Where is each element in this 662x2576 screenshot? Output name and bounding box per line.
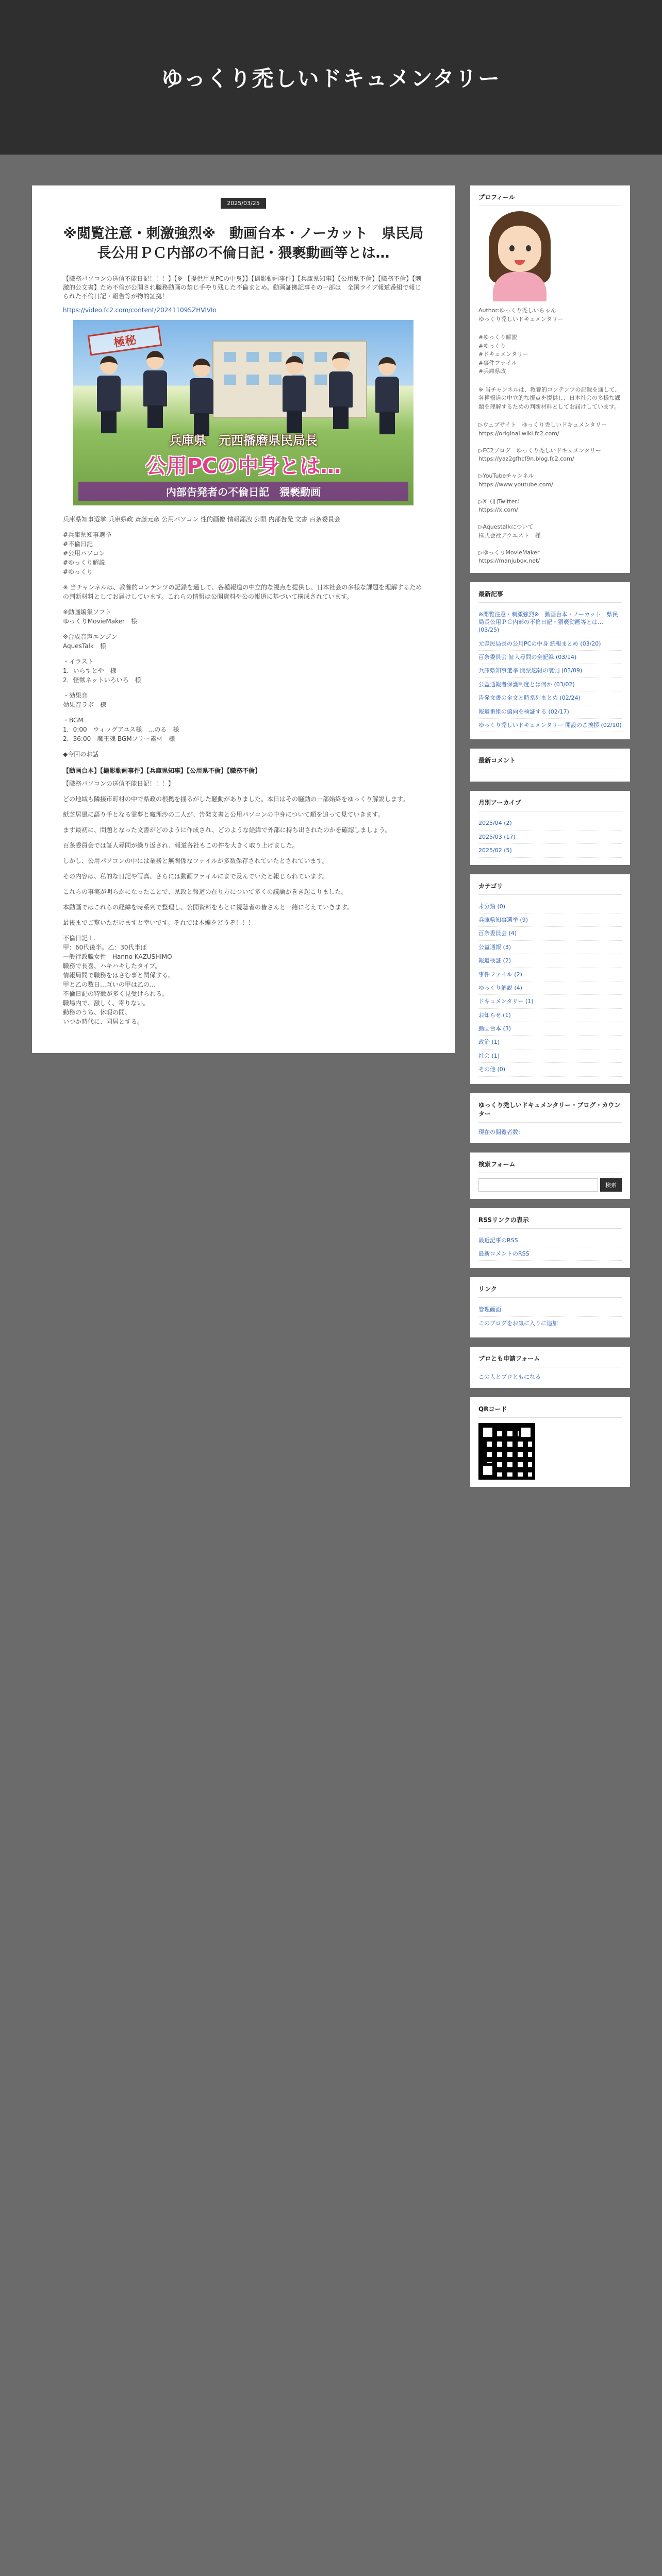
widget-title: 月別アーカイブ: [478, 798, 622, 811]
thumbnail-caption-bottom: 内部告発者の不倫日記 猥褻動画: [78, 482, 408, 501]
widget-title: ゆっくり禿しいドキュメンタリー・ブログ・カウンター: [478, 1100, 622, 1123]
script-paragraph: 【職務パソコンの送信不能日記！！！】: [63, 779, 174, 787]
article-title[interactable]: ※閲覧注意・刺激強烈※ 動画台本・ノーカット 県民局長公用ＰＣ内部の不倫日記・猥褻動画等とは…: [63, 226, 424, 261]
recent-post-link[interactable]: 告発文書の全文と時系列まとめ (02/24): [478, 691, 622, 705]
script-paragraph: 最後までご覧いただけますと幸いです。それでは本編をどうぞ！！！: [63, 919, 255, 926]
archive-link[interactable]: 2025/03 (17): [478, 831, 622, 844]
script-paragraph: しかし、公用パソコンの中には業務と無関係なファイルが多数保存されていたとされています。: [63, 857, 328, 865]
recent-post-link[interactable]: ※閲覧注意・刺激強烈※ 動画台本・ノーカット 県民局長公用ＰＣ内部の不倫日記・猥褻動画等とは… (03/25): [478, 608, 622, 637]
diary-notes: 不倫日記１. 甲：60代後半。乙：30代半ば 一般行政職女性 Hanno KAZUSHIMO 職務で長喜、ハキハキしたタイプ。 情報局間で職務をはさむ事と関係する。 甲と乙の数日…互いの甲は乙の… 不倫日記の特徴が多く見受けられる。 職場内で、激しく、寄りない。 勤務のうち、休暇の間、 いつか時代に、同居とする。: [63, 934, 175, 1025]
widget-title: 検索フォーム: [478, 1160, 622, 1173]
category-link[interactable]: お知らせ (1): [478, 1009, 622, 1022]
person-illustration: [94, 356, 123, 433]
friend-request-widget: [470, 1347, 630, 1388]
category-link[interactable]: その他 (0): [478, 1063, 622, 1076]
article-paragraph: 兵庫県知事選挙 兵庫県政 斎藤元彦 公用パソコン 性的画像 情報漏洩 公開 内部告発 文書 百条委員会: [63, 515, 341, 523]
article-paragraph: ・BGM 1．0:00 ウィッグアユス様 …のる 様 2．36:00 魔王魂 BGMフリー素材 様: [63, 716, 179, 742]
friend-request-link[interactable]: この人とブロともになる: [478, 1374, 541, 1381]
category-link[interactable]: 事件ファイル (2): [478, 968, 622, 981]
search-input[interactable]: [478, 1178, 598, 1192]
person-illustration: [326, 352, 355, 429]
recent-post-link[interactable]: 兵庫県知事選挙 開票速報の裏側 (03/09): [478, 664, 622, 677]
widget-title: カテゴリ: [478, 882, 622, 895]
article-paragraph: ※動画編集ソフト ゆっくりMovieMaker 様: [63, 608, 137, 625]
article-paragraph: ※ 当チャンネルは、教養的コンテンツの記録を通して、各種報道の中立的な視点を提供し、日本社会の多様な課題を理解するための判断材料としてお届けしています。これらの情報は公開資料や公の報道に基づいて構成されています。: [63, 583, 422, 600]
search-widget: [470, 1153, 630, 1199]
recent-post-link[interactable]: 公益通報者保護制度とは何か (03/02): [478, 678, 622, 691]
person-illustration: [279, 356, 308, 433]
script-paragraph: まず最初に、問題となった文書がどのように作成され、どのような経緯で外部に持ち出されたのかを確認しましょう。: [63, 826, 391, 834]
script-paragraph: 本動画ではこれらの経緯を時系列で整理し、公開資料をもとに視聴者の皆さんと一緒に考えていきます。: [63, 903, 354, 911]
archive-link[interactable]: 2025/02 (5): [478, 844, 622, 857]
widget-title: RSSリンクの表示: [478, 1215, 622, 1229]
secret-stamp: 極秘: [88, 325, 162, 355]
recent-post-link[interactable]: ゆっくり禿しいドキュメンタリー 開設のご挨拶 (02/10): [478, 719, 622, 732]
widget-title: 最新記事: [478, 589, 622, 603]
site-header: [0, 0, 662, 155]
category-link[interactable]: ドキュメンタリー (1): [478, 995, 622, 1008]
thumbnail-caption-top: 兵庫県 元西播磨県民局長: [169, 433, 318, 448]
category-link[interactable]: 公益通報 (3): [478, 941, 622, 954]
widget-title: プロフィール: [478, 193, 622, 206]
category-widget: [470, 874, 630, 1084]
video-link[interactable]: https://video.fc2.com/content/20241109SZHVlVIn: [63, 306, 217, 314]
qr-code: [478, 1423, 535, 1480]
archive-link[interactable]: 2025/04 (2): [478, 817, 622, 830]
rss-link[interactable]: 最近記事のRSS: [478, 1234, 622, 1247]
site-title[interactable]: ゆっくり禿しいドキュメンタリー: [161, 66, 501, 91]
admin-link[interactable]: 管理画面: [478, 1303, 622, 1316]
script-heading: 【動画台本】【撮影動画事件】【兵庫県知事】【公用県不倫】【職務不倫】: [63, 767, 261, 774]
person-illustration: [372, 357, 401, 434]
widget-title: ブロとも申請フォーム: [478, 1354, 622, 1367]
article-thumbnail: [73, 320, 413, 505]
main-column: [32, 185, 455, 1496]
profile-author: Author:ゆっくり禿しいちゃん ゆっくり禿しいドキュメンタリー: [478, 307, 564, 323]
qr-widget: [470, 1397, 630, 1487]
archive-widget: [470, 791, 630, 865]
recent-post-link[interactable]: 元県民局長の公用PCの中身 続報まとめ (03/20): [478, 637, 622, 651]
page-wrapper: [32, 185, 630, 1496]
category-link[interactable]: 社会 (1): [478, 1049, 622, 1063]
article-paragraph: ・効果音 効果音ラボ 様: [63, 691, 107, 708]
article-paragraph: ・イラスト 1．いらすとや 様 2．怪獣ネットいろいろ 様: [63, 657, 141, 684]
sidebar: [470, 185, 630, 1496]
recent-post-link[interactable]: 百条委員会 証人尋問の全記録 (03/14): [478, 651, 622, 664]
category-link[interactable]: 未分類 (0): [478, 900, 622, 913]
category-link[interactable]: 兵庫県知事選挙 (9): [478, 913, 622, 927]
profile-widget: [470, 185, 630, 573]
counter-widget: [470, 1093, 630, 1143]
bookmark-link[interactable]: このブログをお気に入りに追加: [478, 1317, 622, 1330]
person-illustration: [187, 359, 216, 436]
script-paragraph: 紙芝居風に語り手となる霊夢と魔理沙の二人が、告発文書と公用パソコンの中身について順を追って見ていきます。: [63, 810, 384, 818]
article-paragraph: #兵庫県知事選挙 #不倫日記 #公用パソコン #ゆっくり解説 #ゆっくり: [63, 531, 112, 575]
recent-comments-widget: [470, 749, 630, 782]
blog-article: [32, 185, 455, 1053]
search-button[interactable]: 検索: [600, 1178, 622, 1192]
script-paragraph: どの地域も隣接市町村の中で県政の根拠を揺るがした騒動がありました。本日はその騒動の一部始終をゆっくり解説します。: [63, 795, 409, 803]
script-paragraph: その内容は、私的な日記や写真、さらには動画ファイルにまで及んでいたと報じられています。: [63, 872, 328, 880]
script-paragraph: これらの事実が明らかになったことで、県政と報道の在り方について多くの議論が巻き起こりました。: [63, 888, 347, 895]
category-link[interactable]: ゆっくり解説 (4): [478, 981, 622, 995]
widget-title: リンク: [478, 1284, 622, 1298]
rss-widget: [470, 1208, 630, 1268]
article-paragraph: ◆今回のお話: [63, 750, 99, 758]
person-illustration: [140, 351, 169, 428]
script-paragraph: 百条委員会では証人尋問が繰り返され、報道各社もこの件を大きく取り上げました。: [63, 841, 299, 849]
article-paragraph: ※合成音声エンジン AquesTalk 様: [63, 633, 118, 650]
category-link[interactable]: 政治 (1): [478, 1036, 622, 1049]
profile-tags: #ゆっくり解説 #ゆっくり #ドキュメンタリー #事件ファイル #兵庫県政: [478, 334, 528, 375]
category-link[interactable]: 報道検証 (2): [478, 954, 622, 968]
thumbnail-caption-main: 公用PCの中身とは…: [145, 454, 341, 478]
article-date: 2025/03/25: [221, 198, 266, 209]
profile-description: ※ 当チャンネルは、教養的コンテンツの記録を通して、各種報道の中立的な視点を提供し、日本社会の多様な課題を理解するための判断材料としてお届けしています。: [478, 386, 621, 410]
widget-title: 最新コメント: [478, 756, 622, 769]
recent-post-link[interactable]: 報道番組の偏向を検証する (02/17): [478, 705, 622, 719]
widget-title: QRコード: [478, 1404, 622, 1418]
rss-link[interactable]: 最新コメントのRSS: [478, 1247, 622, 1261]
profile-avatar: [478, 211, 561, 301]
recent-posts-widget: [470, 582, 630, 740]
link-widget: [470, 1277, 630, 1337]
visitor-counter: 現在の閲覧者数:: [478, 1128, 520, 1136]
article-lead: 【職務パソコンの送信不能日記！！！】【※ 【提供用県PCの中身】】【撮影動画事件】【兵庫県知事】【公用県不倫】【職務不倫】【刺激的公文書】ため不倫が公開され職務動画の禁じ手やり残した不倫まとめ。動画証拠記事その一部は 全国ライブ報道番組で報じられた不倫日記・報告等が物的証拠！: [63, 275, 422, 300]
category-link[interactable]: 百条委員会 (4): [478, 927, 622, 940]
category-link[interactable]: 動画台本 (3): [478, 1022, 622, 1036]
article-body: [63, 515, 424, 1026]
profile-links[interactable]: ▷ウェブサイト ゆっくり禿しいドキュメンタリー https://original.wiki.fc2.com/ ▷FC2ブログ ゆっくり禿しいドキュメンタリー https://yaz2gfhcf9n.blog.fc2.com/ ▷YouTubeチャンネル https://www.youtube.com/ ▷X（旧Twitter） https://x.com/ ▷Aquestalkについて 株式会社アクエスト 様 ▷ゆっくりMovieMaker https://manjubox.net/: [478, 421, 607, 564]
